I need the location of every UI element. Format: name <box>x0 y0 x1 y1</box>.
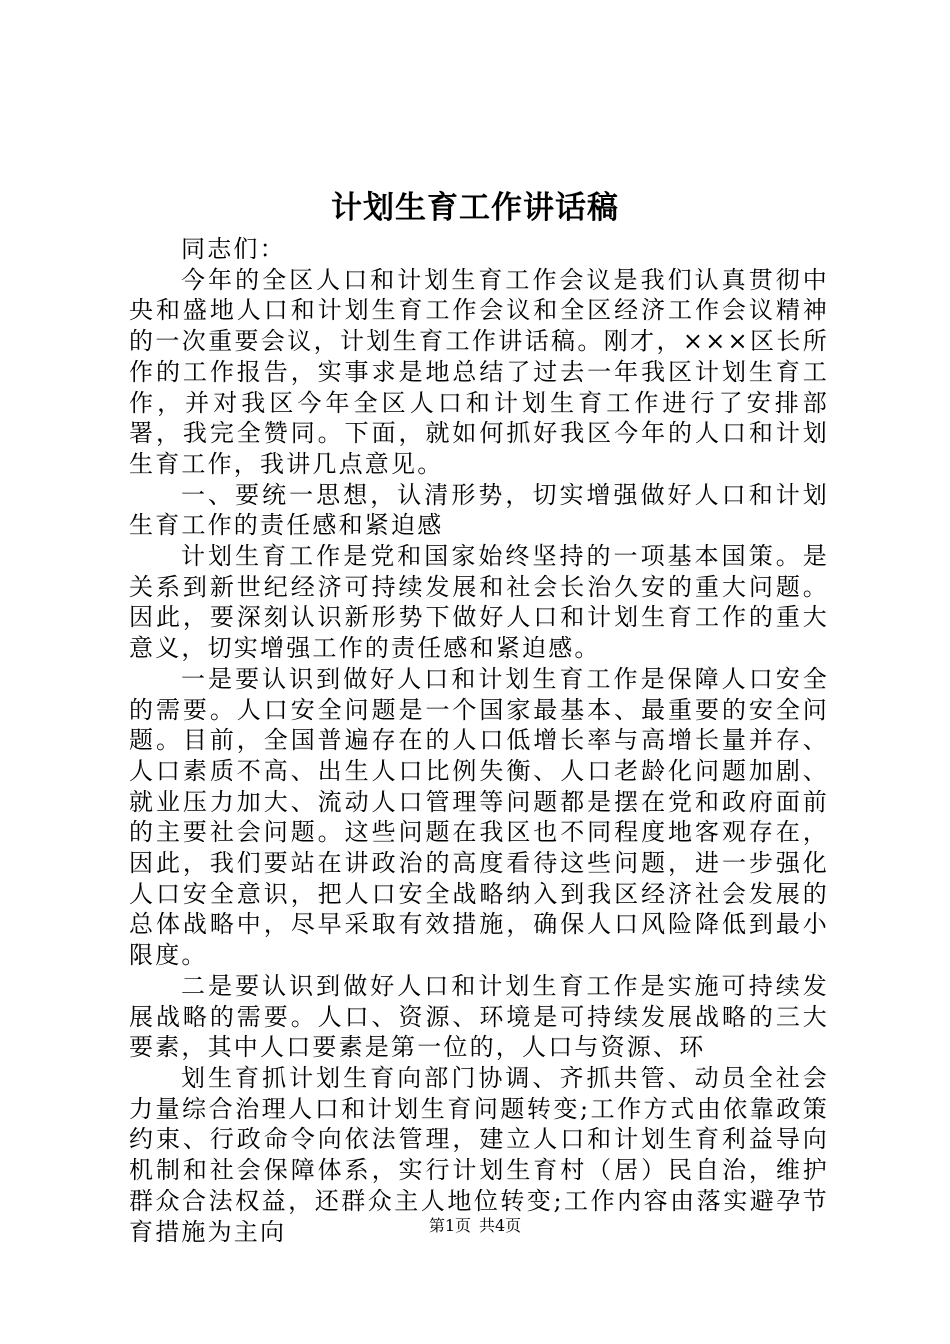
section-heading: 一、要统一思想，认清形势，切实增强做好人口和计划生育工作的责任感和紧迫感 <box>129 480 829 540</box>
body-paragraph: 今年的全区人口和计划生育工作会议是我们认真贯彻中央和盛地人口和计划生育工作会议和全区经济工作会议精神的一次重要会议，计划生育工作讲话稿。刚才，×××区长所作的工作报告，实事求是地总结了过去一年我区计划生育工作，并对我区今年全区人口和计划生育工作进行了安排部署，我完全赞同。下面，就如何抓好我区今年的人口和计划生育工作，我讲几点意见。 <box>129 265 829 478</box>
body-paragraph: 划生育抓计划生育向部门协调、齐抓共管、动员全社会力量综合治理人口和计划生育问题转变;工作方式由依靠政策约束、行政命令向依法管理，建立人口和计划生育利益导向机制和社会保障体系，实行计划生育村（居）民自治，维护群众合法权益，还群众主人地位转变;工作内容由落实避孕节育措施为主向 <box>129 1063 829 1246</box>
body-paragraph: 一是要认识到做好人口和计划生育工作是保障人口安全的需要。人口安全问题是一个国家最基本、最重要的安全问题。目前，全国普遍存在的人口低增长率与高增长量并存、人口素质不高、出生人口比例失衡、人口老龄化问题加剧、就业压力加大、流动人口管理等问题都是摆在党和政府面前的主要社会问题。这些问题在我区也不同程度地客观存在，因此，我们要站在讲政治的高度看待这些问题，进一步强化人口安全意识，把人口安全战略纳入到我区经济社会发展的总体战略中，尽早采取有效措施，确保人口风险降低到最小限度。 <box>129 664 829 970</box>
page-total: 共4页 <box>479 1216 522 1235</box>
document-body <box>129 234 829 1247</box>
page-number: 第1页 <box>428 1216 471 1235</box>
salutation-paragraph: 同志们： <box>181 235 286 263</box>
body-paragraph: 计划生育工作是党和国家始终坚持的一项基本国策。是关系到新世纪经济可持续发展和社会长治久安的重大问题。因此，要深刻认识新形势下做好人口和计划生育工作的重大意义，切实增强工作的责任感和紧迫感。 <box>129 542 829 663</box>
page-footer <box>0 1214 950 1238</box>
document-title: 计划生育工作讲话稿 <box>331 190 619 226</box>
body-paragraph: 二是要认识到做好人口和计划生育工作是实施可持续发展战略的需要。人口、资源、环境是可持续发展战略的三大要素，其中人口要素是第一位的，人口与资源、环 <box>129 971 829 1062</box>
